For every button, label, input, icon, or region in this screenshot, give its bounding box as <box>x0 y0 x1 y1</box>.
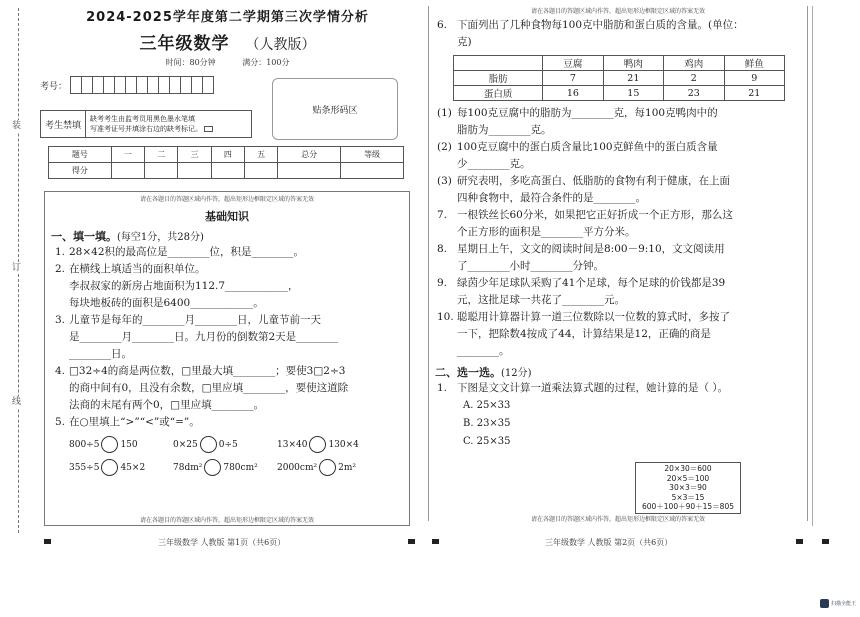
comparison-right: 0÷5 <box>218 439 238 450</box>
question-3 <box>49 312 409 363</box>
question-text: 下图是文文计算一道乘法算式题的过程，她计算的是（ ）。 <box>457 382 729 394</box>
comparison-right: 130×4 <box>328 439 359 450</box>
question-number: 9. <box>437 277 448 289</box>
question-line: □32÷4的商是两位数，□里最大填________；要使3□2÷3 <box>69 365 346 377</box>
next-page-edge <box>812 6 860 526</box>
comparison-left: 78dm² <box>173 462 203 473</box>
nutrition-header-cell: 鲜鱼 <box>724 56 784 71</box>
comparison-circle[interactable] <box>101 436 118 453</box>
comparison-item <box>69 436 173 453</box>
comparison-right: 780cm² <box>223 462 258 473</box>
question-10 <box>435 309 807 360</box>
score-cell[interactable] <box>178 163 211 179</box>
comparison-item <box>173 436 277 453</box>
comparison-circle[interactable] <box>309 436 326 453</box>
question-line: 四种食物中，最符合条件的是________。 <box>457 192 646 204</box>
comparison-item <box>277 459 415 476</box>
question-line: 脂肪为________克。 <box>457 124 552 136</box>
comparison-circle[interactable] <box>204 459 221 476</box>
score-header-cell: 题号 <box>49 147 112 163</box>
score-header-cell: 四 <box>211 147 244 163</box>
part-1-title: 一、填一填。 <box>51 230 117 243</box>
comparison-right: 45×2 <box>120 462 146 473</box>
nutrition-header-cell: 豆腐 <box>543 56 603 71</box>
exam-number-boxes[interactable] <box>71 76 214 94</box>
calc-line: 20×30＝600 <box>664 464 712 473</box>
notice-label: 考生禁填 <box>41 111 86 137</box>
comparison-grid <box>69 436 409 476</box>
question-number: 8. <box>437 243 448 255</box>
part-1-heading <box>51 228 409 244</box>
question-number: 6. <box>437 19 448 31</box>
question-9 <box>435 275 807 309</box>
zone-note-top: 请在各题目的答题区域内作答，超出矩形边框限定区域的答案无效 <box>530 8 705 15</box>
choice-option-c[interactable]: C. 25×35 <box>463 436 511 447</box>
nutrition-cell: 23 <box>664 86 724 101</box>
score-header-cell: 总分 <box>278 147 341 163</box>
nutrition-cell: 9 <box>724 71 784 86</box>
zone-note-top: 请在各题目的答题区域内作答，超出矩形边框限定区域的答案无效 <box>139 196 314 203</box>
question-line: 个正方形的面积是________平方分米。 <box>457 226 636 238</box>
part-2-note: (12分) <box>501 368 532 379</box>
question-line: 一根铁丝长60分米，如果把它正好折成一个正方形，那么这 <box>457 209 733 221</box>
part-1-note: (每空1分，共28分) <box>117 232 204 243</box>
question-line: 每块地板砖的面积是6400____________。 <box>69 297 264 309</box>
question-line: 了________小时________分钟。 <box>457 260 604 272</box>
question-number: (3) <box>437 175 452 187</box>
absence-checkbox[interactable] <box>204 126 213 132</box>
score-cell[interactable] <box>244 163 277 179</box>
question-line: 元，这批足球一共花了________元。 <box>457 294 625 306</box>
score-table-header-row <box>49 147 404 163</box>
nutrition-cell: 21 <box>603 71 663 86</box>
nutrition-table <box>453 55 785 101</box>
barcode-area <box>272 78 398 140</box>
question-2 <box>49 261 409 312</box>
exam-page-2 <box>428 6 808 521</box>
scanner-logo <box>820 599 856 608</box>
question-line: 100克豆腐中的蛋白质含量比100克鲜鱼中的蛋白质含量 <box>457 141 718 153</box>
notice-text-line-2 <box>90 124 213 134</box>
question-text: 28×42积的最高位是________位，积是________。 <box>69 246 305 258</box>
question-line: 星期日上午，文文的阅读时间是8:00－9:10，文文阅读用 <box>457 243 725 255</box>
question-4 <box>49 363 409 414</box>
question-line: 克) <box>457 36 472 48</box>
page-1-footer: 三年级数学 人教版 第1页（共6页） <box>158 538 286 547</box>
nutrition-header-cell <box>454 56 543 71</box>
barcode-label: 贴条形码区 <box>312 105 358 116</box>
score-header-cell: 一 <box>111 147 144 163</box>
score-cell[interactable] <box>145 163 178 179</box>
comparison-left: 0×25 <box>173 439 198 450</box>
registration-mark <box>822 539 829 544</box>
score-cell[interactable] <box>211 163 244 179</box>
notice-text-line-1: 缺考考生由监考员用黑色墨水笔填 <box>90 115 196 123</box>
exam-full-score: 满分：100分 <box>242 58 290 67</box>
score-cell[interactable] <box>111 163 144 179</box>
exam-time: 时间：80分钟 <box>165 58 216 67</box>
question-line: 是________月________日。九月份的倒数第2天是________ <box>69 331 339 343</box>
question-6 <box>435 17 807 51</box>
exam-page-1 <box>40 6 415 524</box>
question-line: 一下，把除数4按成了44，计算结果是12，正确的商是 <box>457 328 711 340</box>
calc-line: 30×3＝90 <box>669 483 707 493</box>
nutrition-header-row <box>454 56 785 71</box>
score-table-score-row <box>49 163 404 179</box>
binding-char-xian: 线 <box>12 397 22 407</box>
question-number: (2) <box>437 141 452 153</box>
scanner-logo-text: 扫描全能王 <box>831 601 857 607</box>
registration-mark <box>44 539 51 544</box>
exam-meta <box>40 57 415 68</box>
part-2-heading <box>435 364 807 380</box>
question-number: 1. <box>437 382 448 394</box>
question-line: 聪聪用计算器计算一道三位数除以一位数的算式时，多按了 <box>457 311 730 323</box>
score-cell[interactable] <box>278 163 341 179</box>
choice-option-a[interactable]: A. 25×33 <box>463 400 511 411</box>
question-number: 4. <box>55 365 66 377</box>
zone-note-bottom: 请在各题目的答题区域内作答，超出矩形边框限定区域的答案无效 <box>139 517 314 524</box>
score-header-cell: 五 <box>244 147 277 163</box>
zone-note-bottom: 请在各题目的答题区域内作答，超出矩形边框限定区域的答案无效 <box>530 516 705 523</box>
question-number: 5. <box>55 416 66 428</box>
notice-text-line-2-content: 写准考证号并填涂右边的缺考标记。 <box>90 125 203 133</box>
question-6-1 <box>435 105 807 139</box>
nutrition-cell: 21 <box>724 86 784 101</box>
choice-question-1 <box>435 380 807 397</box>
nutrition-cell: 2 <box>664 71 724 86</box>
question-6-3 <box>435 173 807 207</box>
calc-line: 5×3＝15 <box>671 492 705 502</box>
comparison-item <box>69 459 173 476</box>
score-header-cell: 二 <box>145 147 178 163</box>
exam-title: 2024-2025学年度第二学期第三次学情分析 <box>86 10 369 25</box>
exam-number-label: 考号： <box>40 81 68 92</box>
question-number: 1. <box>55 246 66 258</box>
question-line: ________。 <box>457 345 510 357</box>
question-line: 绿茵少年足球队采购了41个足球，每个足球的价钱都是39 <box>457 277 726 289</box>
question-line: 法商的末尾有两个0，□里应填________。 <box>69 399 265 411</box>
question-8 <box>435 241 807 275</box>
question-7 <box>435 207 807 241</box>
nutrition-row-fat <box>454 71 785 86</box>
question-number: 3. <box>55 314 66 326</box>
binding-char-ding: 订 <box>12 263 22 273</box>
notice-text <box>86 114 213 134</box>
nutrition-cell: 15 <box>603 86 663 101</box>
score-header-cell: 等级 <box>341 147 404 163</box>
nutrition-cell: 7 <box>543 71 603 86</box>
choice-options <box>463 397 807 451</box>
score-row-label: 得分 <box>49 163 112 179</box>
exam-number-field[interactable] <box>40 76 214 94</box>
subject-line <box>40 29 415 54</box>
question-5 <box>49 414 409 431</box>
subject-title: 三年级数学 <box>139 34 230 54</box>
registration-mark <box>432 539 439 544</box>
question-line: 少________克。 <box>457 158 531 170</box>
nutrition-header-cell: 鸡肉 <box>664 56 724 71</box>
question-line: ________日。 <box>69 348 132 360</box>
digit-box[interactable] <box>202 76 214 94</box>
comparison-right: 150 <box>120 439 138 450</box>
comparison-circle[interactable] <box>200 436 217 453</box>
page-2-footer: 三年级数学 人教版 第2页（共6页） <box>545 538 673 547</box>
binding-char-zhuang: 装 <box>12 121 22 131</box>
edition-label: （人教版） <box>245 37 316 53</box>
question-number: 7. <box>437 209 448 221</box>
comparison-circle[interactable] <box>319 459 336 476</box>
question-line: 在横线上填适当的面积单位。 <box>69 263 206 275</box>
nutrition-cell: 16 <box>543 86 603 101</box>
comparison-item <box>277 436 415 453</box>
question-line: 每100克豆腐中的脂肪为________克，每100克鸭肉中的 <box>457 107 718 119</box>
comparison-circle[interactable] <box>101 459 118 476</box>
question-line: 儿童节是每年的________月________日，儿童节前一天 <box>69 314 321 326</box>
part-2-title: 二、选一选。 <box>435 366 501 379</box>
question-line: 下面列出了几种食物每100克中脂肪和蛋白质的含量。(单位： <box>457 19 744 31</box>
comparison-left: 355÷5 <box>69 462 100 473</box>
question-text: 在○里填上“>”“<”或“=”。 <box>69 416 200 428</box>
nutrition-header-cell: 鸭肉 <box>603 56 663 71</box>
question-number: 10. <box>437 311 454 323</box>
comparison-left: 2000cm² <box>277 462 318 473</box>
registration-mark <box>408 539 415 544</box>
question-6-2 <box>435 139 807 173</box>
question-line: 李叔叔家的新房占地面积为112.7____________， <box>69 280 299 292</box>
comparison-left: 13×40 <box>277 439 308 450</box>
calculation-box <box>635 462 741 514</box>
absence-notice <box>40 110 252 138</box>
nutrition-row-protein <box>454 86 785 101</box>
question-line: 的商中间有0，且没有余数，□里应填________，要使这道除 <box>69 382 349 394</box>
score-header-cell: 三 <box>178 147 211 163</box>
question-number: (1) <box>437 107 452 119</box>
comparison-item <box>173 459 277 476</box>
registration-mark <box>796 539 803 544</box>
question-number: 2. <box>55 263 66 275</box>
score-cell[interactable] <box>341 163 404 179</box>
nutrition-row-label: 蛋白质 <box>454 86 543 101</box>
question-1 <box>49 244 409 261</box>
comparison-right: 2m² <box>338 462 356 473</box>
answer-area-page-1 <box>44 191 410 526</box>
scanner-logo-icon <box>820 599 829 608</box>
nutrition-row-label: 脂肪 <box>454 71 543 86</box>
comparison-left: 800÷5 <box>69 439 100 450</box>
section-title: 基础知识 <box>205 210 249 223</box>
calc-line: 20×5＝100 <box>666 473 710 483</box>
question-line: 研究表明，多吃高蛋白、低脂肪的食物有利于健康，在上面 <box>457 175 730 187</box>
calc-line: 600＋100＋90＋15＝805 <box>641 502 735 512</box>
choice-option-b[interactable]: B. 23×35 <box>463 418 511 429</box>
score-table <box>48 146 404 179</box>
